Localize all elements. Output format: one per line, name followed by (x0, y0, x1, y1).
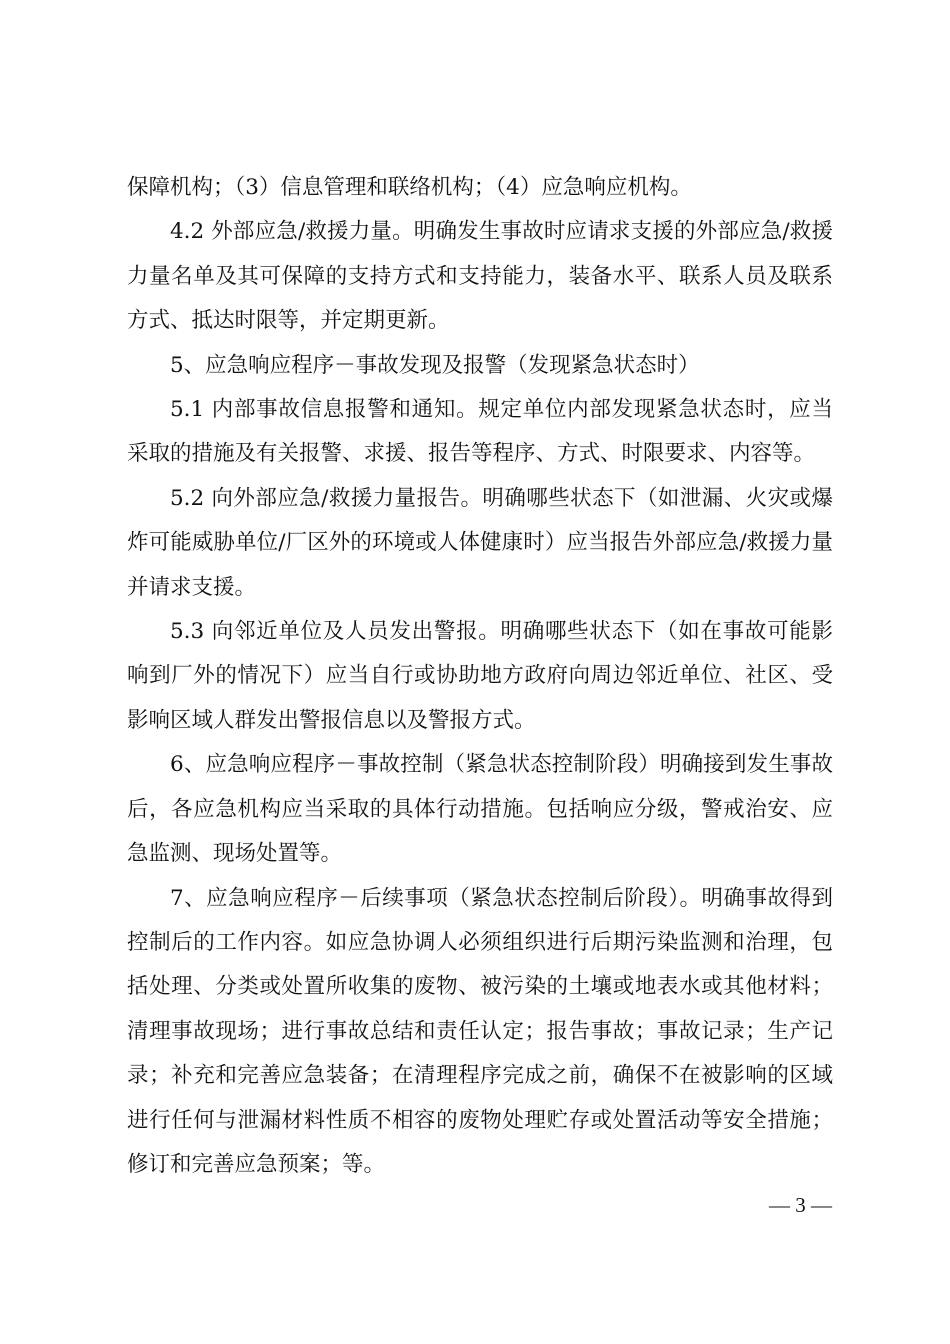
page-number: — 3 — (769, 1193, 832, 1217)
paragraph-continuation: 保障机构；（3）信息管理和联络机构；（4）应急响应机构。 (127, 175, 692, 200)
paragraph-5-2: 5.2 向外部应急/救援力量报告。明确哪些状态下（如泄漏、火灾或爆炸可能威胁单位/厂区外的环境或人体健康时）应当报告外部应急/救援力量并请求支援。 (127, 485, 833, 600)
body-text (127, 166, 833, 1187)
paragraph-4-2: 4.2 外部应急/救援力量。明确发生事故时应请求支援的外部应急/救援力量名单及其可保障的支持方式和支持能力，装备水平、联系人员及联系方式、抵达时限等，并定期更新。 (127, 219, 833, 334)
paragraph-7: 7、应急响应程序－后续事项（紧急状态控制后阶段）。明确事故得到控制后的工作内容。如应急协调人必须组织进行后期污染监测和治理，包括处理、分类或处置所收集的废物、被污染的土壤或地表水或其他材料；清理事故现场；进行事故总结和责任认定；报告事故；事故记录；生产记录；补充和完善应急装备；在清理程序完成之前，确保不在被影响的区域进行任何与泄漏材料性质不相容的废物处理贮存或处置活动等安全措施；修订和完善应急预案；等。 (127, 885, 833, 1177)
paragraph-5-1: 5.1 内部事故信息报警和通知。规定单位内部发现紧急状态时，应当采取的措施及有关报警、求援、报告等程序、方式、时限要求、内容等。 (127, 397, 833, 467)
paragraph-6: 6、应急响应程序－事故控制（紧急状态控制阶段）明确接到发生事故后，各应急机构应当采取的具体行动措施。包括响应分级，警戒治安、应急监测、现场处置等。 (127, 752, 833, 867)
paragraph-5-3: 5.3 向邻近单位及人员发出警报。明确哪些状态下（如在事故可能影响到厂外的情况下）应当自行或协助地方政府向周边邻近单位、社区、受影响区域人群发出警报信息以及警报方式。 (127, 619, 833, 733)
paragraph-5-heading: 5、应急响应程序－事故发现及报警（发现紧急状态时） (170, 352, 700, 378)
